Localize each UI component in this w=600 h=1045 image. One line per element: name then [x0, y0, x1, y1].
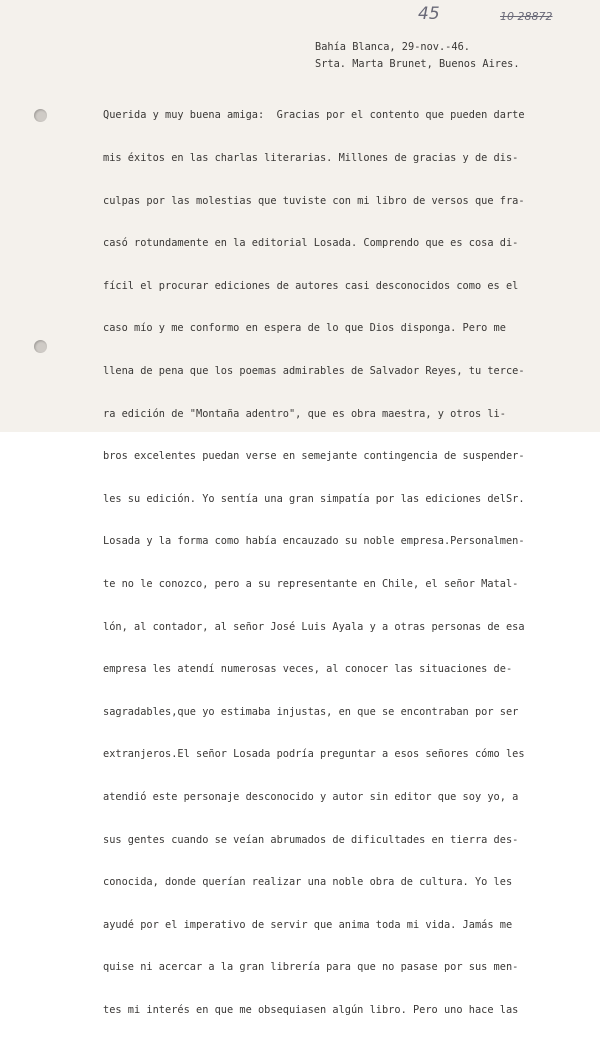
letter-line: les su edición. Yo sentía una gran simpatía por las ediciones delSr. — [103, 492, 525, 505]
letter-line: extranjeros.El señor Losada podría preguntar a esos señores cómo les — [103, 748, 525, 761]
letter-line: ra edición de "Montaña adentro", que es obra maestra, y otros li- — [103, 407, 506, 420]
letter-line: atendió este personaje desconocido y autor sin editor que soy yo, a — [103, 790, 519, 803]
letter-line: empresa les atendí numerosas veces, al conocer las situaciones de- — [103, 663, 513, 676]
letter-line: bros excelentes puedan verse en semejante contingencia de suspender- — [103, 450, 525, 463]
letter-line: quise ni acercar a la gran librería para que no pasase por sus men- — [103, 961, 519, 974]
recipient-line: Srta. Marta Brunet, Buenos Aires. — [315, 58, 520, 70]
letter-line: culpas por las molestias que tuviste con mi libro de versos que fra- — [103, 194, 525, 207]
letter-line: te no le conozco, pero a su representante en Chile, el señor Matal- — [103, 577, 519, 590]
letter-line: llena de pena que los poemas admirables de Salvador Reyes, tu terce- — [103, 364, 525, 377]
letter-line: ayudé por el imperativo de servir que anima toda mi vida. Jamás me — [103, 918, 513, 931]
letter-line: fícil el procurar ediciones de autores casi desconocidos como es el — [103, 279, 519, 292]
punch-hole-bottom — [34, 340, 47, 353]
letter-line: sus gentes cuando se veían abrumados de dificultades en tierra des- — [103, 833, 519, 846]
letter-line: lón, al contador, al señor José Luis Ayala y a otras personas de esa — [103, 620, 525, 633]
letter-line: caso mío y me conformo en espera de lo que Dios disponga. Pero me — [103, 322, 506, 335]
letter-line: Querida y muy buena amiga: Gracias por el contento que pueden darte — [103, 109, 525, 122]
letter-line: sagradables,que yo estimaba injustas, en que se encontraban por ser — [103, 705, 519, 718]
folio-number: 45 — [418, 4, 440, 24]
letter-line: casó rotundamente en la editorial Losada. Comprendo que es cosa di- — [103, 237, 519, 250]
letter-line: Losada y la forma como había encauzado su noble empresa.Personalmen- — [103, 535, 525, 548]
letter-line: tes mi interés en que me obsequiasen algún libro. Pero uno hace las — [103, 1003, 519, 1016]
archive-code: 10 28872 — [500, 10, 553, 23]
letter-line: mis éxitos en las charlas literarias. Millones de gracias y de dis- — [103, 152, 519, 164]
punch-hole-top — [34, 109, 47, 122]
letter-body — [103, 80, 525, 1045]
place-date: Bahía Blanca, 29-nov.-46. — [315, 41, 470, 53]
letter-line: conocida, donde querían realizar una noble obra de cultura. Yo les — [103, 876, 513, 889]
